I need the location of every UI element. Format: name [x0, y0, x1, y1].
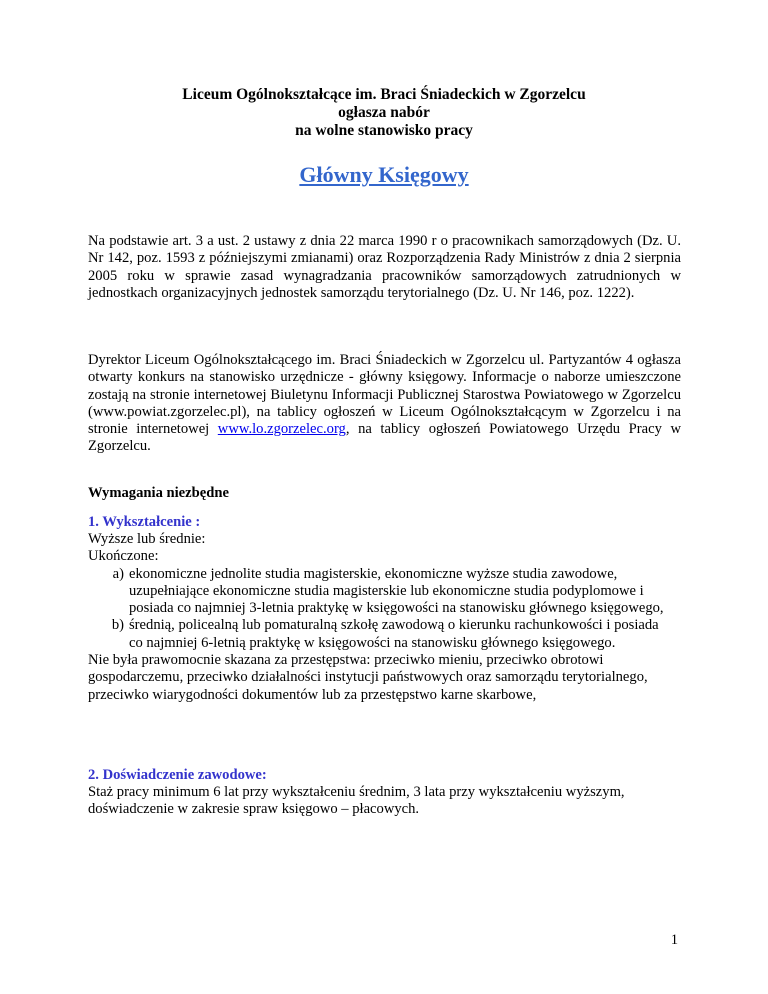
education-level: Wyższe lub średnie: — [88, 531, 206, 547]
announcement-text-end: , na tablicy ogłoszeń Powiatowego Urzędu Pracy w Zgorzelcu. — [88, 421, 681, 455]
list-item-text: średnią, policealną lub pomaturalną szkołę zawodową o kierunku rachunkowości i posiada co najmniej 6-letnią praktykę w księgowości na stanowisku głównego księgowego. — [129, 617, 659, 651]
conviction-requirement: Nie była prawomocnie skazana za przestępstwa: przeciwko mieniu, przeciwko obrotowi gospodarczemu, przeciwko działalności instytucji państwowych oraz samorządu terytorialnego, przeciwko wiarygodności dokumentów lub za przestępstwo karne skarbowe, — [88, 652, 648, 703]
experience-heading: 2. Doświadczenie zawodowe: — [88, 767, 267, 783]
education-heading: 1. Wykształcenie : — [88, 514, 201, 530]
list-item-text: ekonomiczne jednolite studia magisterskie, ekonomiczne wyższe studia zawodowe, uzupełniające ekonomiczne studia magisterskie lub ekonomiczne studia podyplomowe i posiada co najmniej 3-letnia praktykę w księgowości na stanowisku głównego księgowego, — [129, 565, 664, 617]
requirements-heading: Wymagania niezbędne — [88, 485, 229, 501]
list-item — [88, 617, 688, 652]
header — [0, 86, 768, 140]
legal-basis-paragraph: Na podstawie art. 3 a ust. 2 ustawy z dnia 22 marca 1990 r o pracownikach samorządowych (Dz. U. Nr 142, poz. 1593 z późniejszymi zmianami) oraz Rozporządzenia Rady Ministrów z dnia 2 sierpnia 2005 roku w sprawie zasad wynagradzania pracowników samorządowych zatrudnionych w jednostkach organizacyjnych jednostek samorządu terytorialnego (Dz. U. Nr 146, poz. 1222). — [88, 233, 681, 301]
education-section — [88, 531, 688, 704]
announcement-paragraph — [88, 352, 681, 456]
list-marker: a) — [112, 565, 124, 582]
page-number: 1 — [670, 932, 678, 948]
completed-label: Ukończone: — [88, 548, 159, 565]
list-item — [88, 566, 688, 618]
school-name: Liceum Ogólnokształcące im. Braci Śniadeckich w Zgorzelcu — [182, 86, 586, 103]
announcement-text: Dyrektor Liceum Ogólnokształcącego im. Braci Śniadeckich w Zgorzelcu ul. Partyzantów 4 ogłasza otwarty konkurs na stanowisko urzędnicze - główny księgowy. Informacje o naborze umieszczone zostają na stronie internetowej Biuletynu Informacji Publicznej Starostwa Powiatowego w Zgorzelcu (www.powiat.zgorzelec.pl), na tablicy ogłoszeń w Liceum Ogólnokształcącym w Zgorzelcu i na stronie internetowej — [88, 352, 681, 438]
vacancy-line: na wolne stanowisko pracy — [295, 122, 473, 139]
list-marker: b) — [111, 617, 124, 634]
job-title: Główny Księgowy — [299, 162, 469, 187]
announces-recruitment: ogłasza nabór — [338, 104, 430, 121]
experience-text: Staż pracy minimum 6 lat przy wykształceniu średnim, 3 lata przy wykształceniu wyższym, doświadczenie w zakresie spraw księgowo – płacowych. — [88, 784, 625, 818]
school-website-link[interactable]: www.lo.zgorzelec.org — [217, 421, 346, 438]
